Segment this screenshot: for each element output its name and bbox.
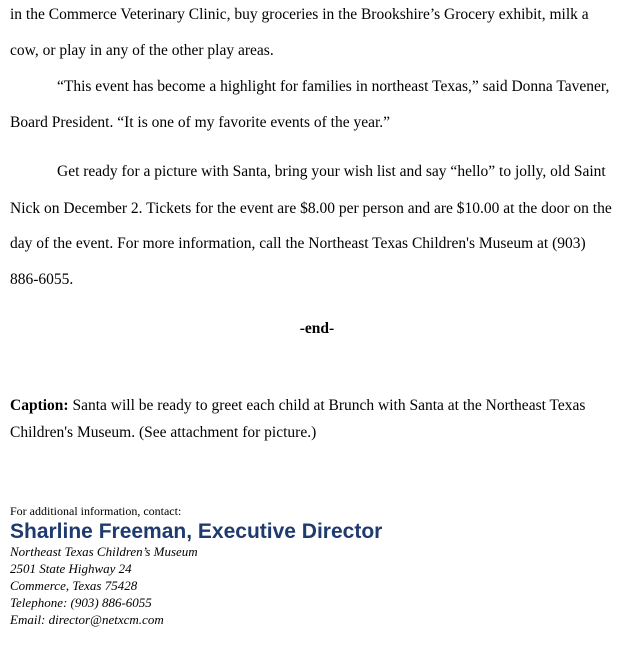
body-line: Get ready for a picture with Santa, bring your wish list and say “hello” to jolly, old Saint [57, 163, 606, 180]
contact-organization: Northeast Texas Children’s Museum [10, 544, 198, 559]
contact-email: Email: director@netxcm.com [10, 612, 164, 627]
end-marker: -end- [299, 320, 335, 337]
caption-line [10, 397, 585, 415]
body-line: Nick on December 2. Tickets for the event are $8.00 per person and are $10.00 at the door on the [10, 200, 612, 217]
body-line: Board President. “It is one of my favorite events of the year.” [10, 114, 391, 131]
contact-city: Commerce, Texas 75428 [10, 578, 138, 593]
body-line: “This event has become a highlight for families in northeast Texas,” said Donna Tavener, [57, 78, 610, 95]
caption-text: Santa will be ready to greet each child at Brunch with Santa at the Northeast Texas [72, 397, 586, 414]
contact-name: Sharline Freeman, Executive Director [10, 520, 383, 543]
body-line: cow, or play in any of the other play areas. [10, 42, 274, 59]
body-line: in the Commerce Veterinary Clinic, buy groceries in the Brookshire’s Grocery exhibit, milk a [10, 6, 589, 23]
caption-line: Children's Museum. (See attachment for picture.) [10, 424, 317, 441]
contact-telephone: Telephone: (903) 886-6055 [10, 595, 152, 610]
contact-address: 2501 State Highway 24 [10, 561, 132, 576]
body-line: day of the event. For more information, call the Northeast Texas Children's Museum at (903) [10, 235, 586, 252]
contact-intro: For additional information, contact: [10, 504, 182, 518]
body-line: 886-6055. [10, 271, 74, 288]
caption-label: Caption: [10, 397, 69, 414]
